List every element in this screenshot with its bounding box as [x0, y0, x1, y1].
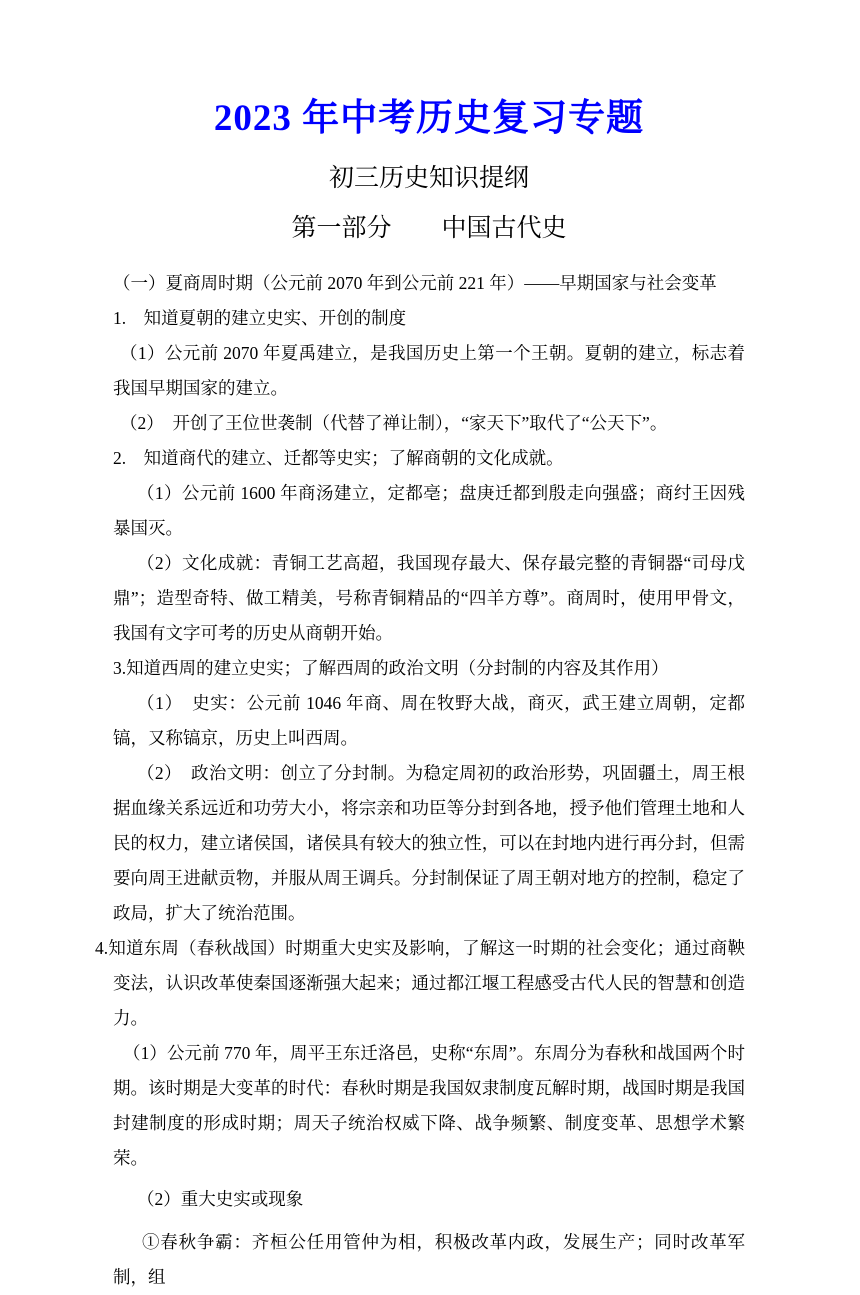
item-4-sub-1: （1）公元前 770 年，周平王东迁洛邑，史称“东周”。东周分为春秋和战国两个时期。该时期是大变革的时代：春秋时期是我国奴隶制度瓦解时期，战国时期是我国封建制度的形成时期；周天子统治权威下降、战争频繁、制度变革、思想学术繁荣。 [113, 1043, 745, 1169]
doc-title: 2023 年中考历史复习专题 [213, 98, 645, 139]
item-2-sub-2: （2）文化成就：青铜工艺高超，我国现存最大、保存最完整的青铜器“司母戊鼎”；造型奇特、做工精美，号称青铜精品的“四羊方尊”。商周时，使用甲骨文，我国有文字可考的历史从商朝开始。 [113, 553, 745, 644]
item-3-sub-2: （2） 政治文明：创立了分封制。为稳定周初的政治形势，巩固疆土，周王根据血缘关系远近和功劳大小，将宗亲和功臣等分封到各地，授予他们管理土地和人民的权力，建立诸侯国，诸侯具有较大的独立性，可以在封地内进行再分封，但需要向周王进献贡物，并服从周王调兵。分封制保证了周王朝对地方的控制，稳定了政局，扩大了统治范围。 [113, 763, 745, 924]
doc-body [95, 266, 745, 1295]
item-1-sub-2: （2） 开创了王位世袭制（代替了禅让制），“家天下”取代了“公天下”。 [120, 413, 668, 434]
item-4: 4.知道东周（春秋战国）时期重大史实及影响，了解这一时期的社会变化；通过商鞅变法，认识改革使秦国逐渐强大起来；通过都江堰工程感受古代人民的智慧和创造力。 [95, 938, 745, 1029]
part-heading: 第一部分 中国古代史 [291, 215, 567, 243]
item-4-sub-2: （2）重大史实或现象 [137, 1189, 304, 1210]
item-1-sub-1: （1）公元前 2070 年夏禹建立，是我国历史上第一个王朝。夏朝的建立，标志着我国早期国家的建立。 [113, 343, 745, 399]
item-2-sub-1: （1）公元前 1600 年商汤建立，定都亳；盘庚迁都到殷走向强盛；商纣王因残暴国灭。 [113, 483, 745, 539]
item-1: 1. 知道夏朝的建立史实、开创的制度 [113, 308, 407, 329]
section-heading-xia-shang-zhou: （一）夏商周时期（公元前 2070 年到公元前 221 年）——早期国家与社会变革 [113, 273, 717, 294]
item-4-point-1: ①春秋争霸：齐桓公任用管仲为相，积极改革内政，发展生产；同时改革军制，组 [113, 1232, 745, 1288]
item-3: 3.知道西周的建立史实；了解西周的政治文明（分封制的内容及其作用） [113, 658, 669, 679]
item-3-sub-1: （1） 史实：公元前 1046 年商、周在牧野大战，商灭，武王建立周朝，定都镐，又称镐京，历史上叫西周。 [113, 693, 745, 749]
item-2: 2. 知道商代的建立、迁都等史实；了解商朝的文化成就。 [113, 448, 564, 469]
doc-subtitle: 初三历史知识提纲 [328, 165, 529, 193]
